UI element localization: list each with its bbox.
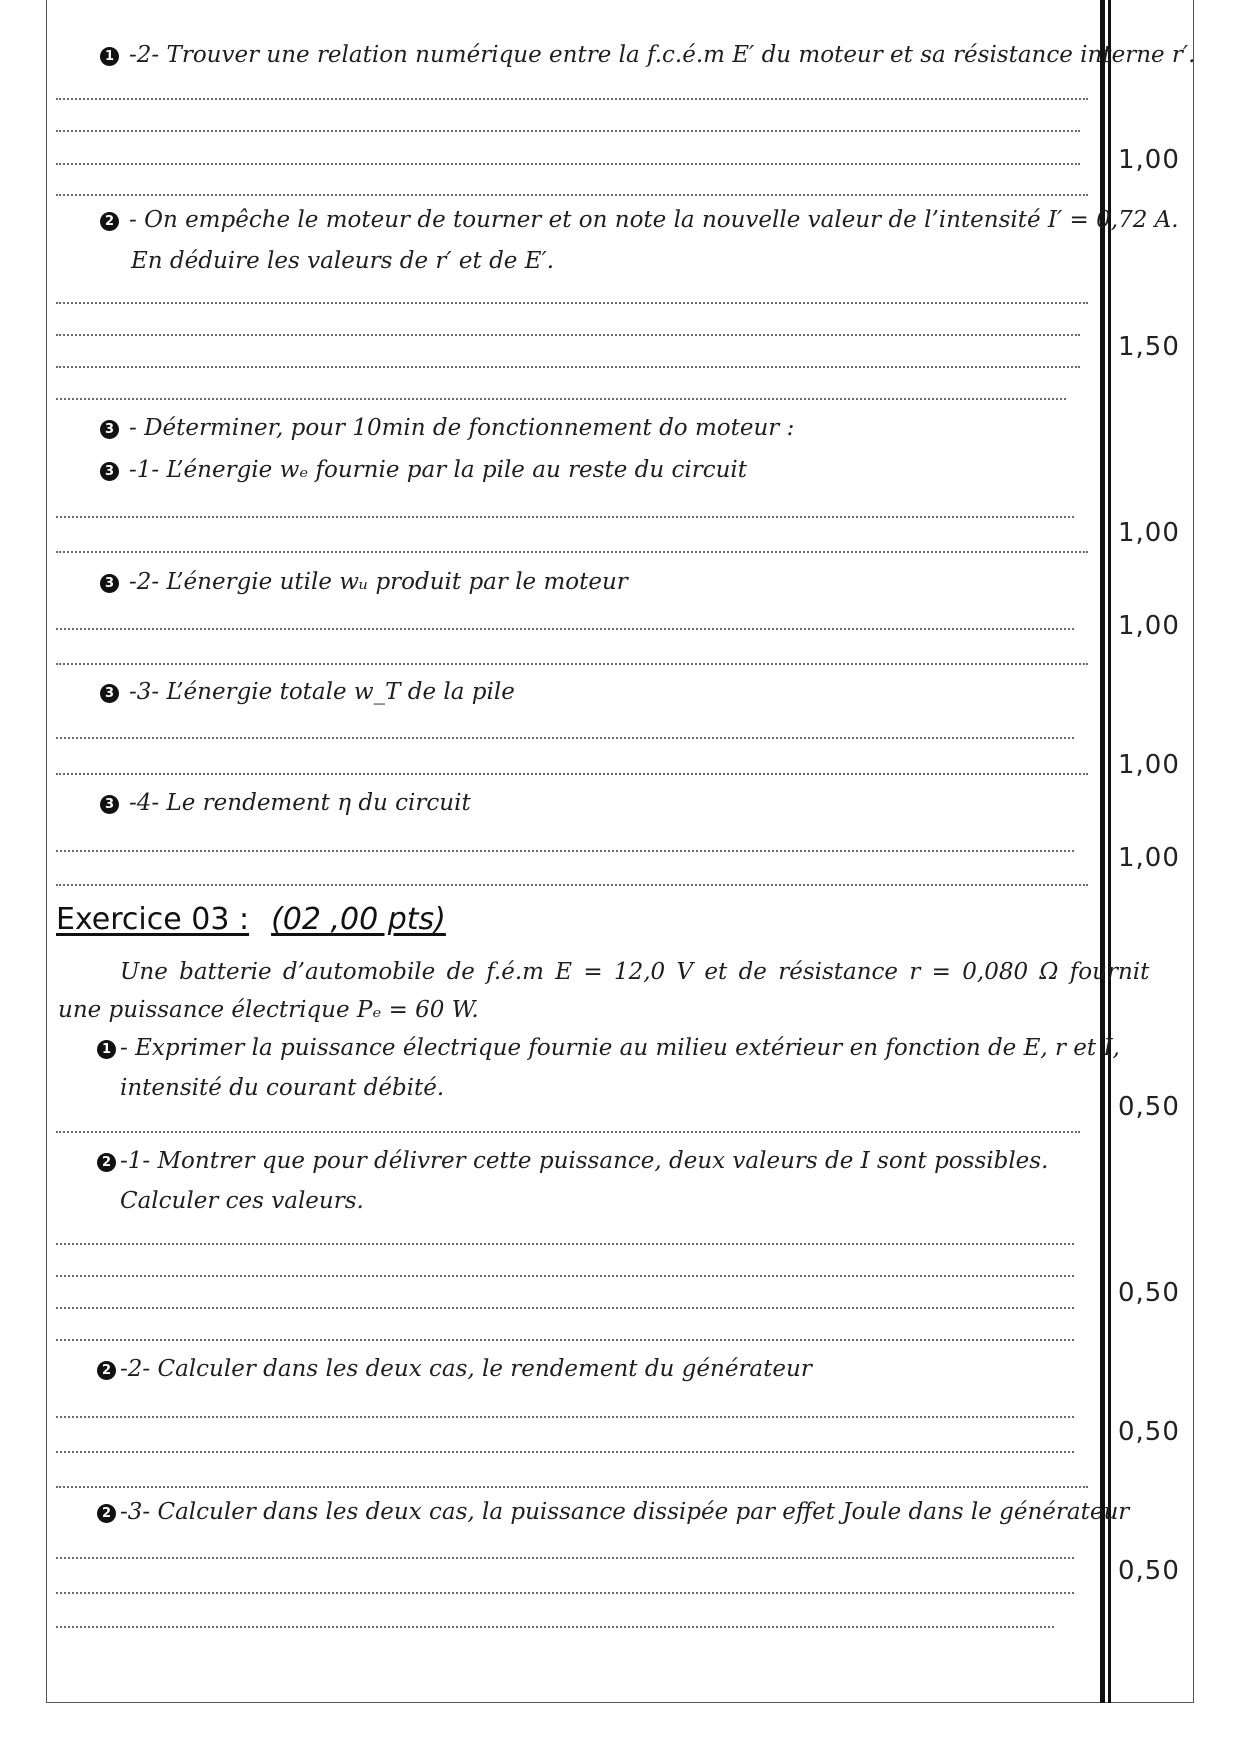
answer-line [56,884,1088,886]
answer-line [56,366,1080,368]
bullet-icon: 2 [97,1504,116,1523]
bullet-icon: 2 [97,1361,116,1380]
question-text: - Déterminer, pour 10min de fonctionnement do moteur : [129,415,795,441]
question-text: Calculer ces valeurs. [120,1188,364,1214]
score-7: 0,50 [1118,1092,1180,1122]
question-3-2 [100,567,628,597]
question-text: En déduire les valeurs de r′ et de E′. [131,248,555,274]
score-3: 1,00 [1118,518,1180,548]
question-text: - On empêche le moteur de tourner et on note la nouvelle valeur de l’intensité I′ = 0,72 A. [129,207,1179,233]
exercise-3-question-2-1 [97,1146,1048,1176]
bullet-icon: 2 [97,1153,116,1172]
question-text: -2- L’énergie utile wᵤ produit par le moteur [129,569,628,595]
exercise-3-statement-line2 [58,991,479,1029]
answer-line [56,194,1088,196]
question-text: -2- Trouver une relation numérique entre la f.c.é.m E′ du moteur et sa résistance interne r′. [129,42,1196,68]
question-2 [100,205,1179,235]
answer-line [56,1557,1074,1559]
answer-line [56,628,1074,630]
answer-line [56,98,1088,100]
margin-divider-left [1100,0,1105,1703]
question-text: -1- Montrer que pour délivrer cette puissance, deux valeurs de I sont possibles. [120,1148,1049,1174]
question-2-continuation [131,246,554,276]
answer-line [56,302,1088,304]
bullet-icon: 3 [100,462,119,481]
score-8: 0,50 [1118,1278,1180,1308]
exercise-3-points: (02 ,00 pts) [271,902,446,937]
answer-line [56,1131,1080,1133]
bullet-icon: 3 [100,684,119,703]
question-1-2 [100,40,1195,70]
question-3-4 [100,788,471,818]
bullet-icon: 3 [100,420,119,439]
answer-line [56,551,1088,553]
question-text: -1- L’énergie wₑ fournie par la pile au reste du circuit [129,457,748,483]
score-10: 0,50 [1118,1556,1180,1586]
question-text: -3- Calculer dans les deux cas, la puissance dissipée par effet Joule dans le générateur [120,1499,1130,1525]
score-1: 1,00 [1118,145,1180,175]
question-3-3 [100,677,515,707]
answer-line [56,1451,1074,1453]
question-3-1 [100,455,747,485]
bullet-icon: 1 [97,1040,116,1059]
exercise-3-question-2-1-continuation [120,1186,364,1216]
question-text: -4- Le rendement η du circuit [129,790,471,816]
answer-line [56,1592,1074,1594]
answer-line [56,663,1088,665]
statement-text: une puissance électrique Pₑ = 60 W. [58,997,479,1023]
score-6: 1,00 [1118,843,1180,873]
answer-line [56,1243,1074,1245]
answer-line [56,398,1066,400]
exercise-3-question-1 [97,1033,1120,1063]
answer-line [56,737,1074,739]
answer-line [56,1307,1074,1309]
bullet-icon: 3 [100,795,119,814]
question-text: - Exprimer la puissance électrique fournie au milieu extérieur en fonction de E, r et I, [120,1035,1120,1061]
margin-divider-right [1108,0,1111,1703]
bullet-icon: 1 [100,47,119,66]
statement-text: Une batterie d’automobile de f.é.m E = 12,0 V et de résistance r = 0,080 Ω fournit [120,959,1150,985]
answer-line [56,773,1088,775]
question-3-intro [100,413,794,443]
score-2: 1,50 [1118,332,1180,362]
bullet-icon: 3 [100,574,119,593]
score-5: 1,00 [1118,750,1180,780]
exercise-3-question-2-3 [97,1497,1129,1527]
answer-line [56,1339,1074,1341]
exercise-3-heading: Exercice 03 : [56,902,250,937]
answer-line [56,516,1074,518]
answer-line [56,163,1080,165]
question-text: intensité du courant débité. [120,1075,445,1101]
score-9: 0,50 [1118,1417,1180,1447]
answer-line [56,130,1080,132]
answer-line [56,1486,1088,1488]
question-text: -3- L’énergie totale w_T de la pile [129,679,515,705]
answer-line [56,850,1074,852]
bullet-icon: 2 [100,212,119,231]
score-4: 1,00 [1118,611,1180,641]
exercise-3-title [56,902,446,937]
answer-line [56,1626,1054,1628]
exercise-3-statement-line1 [120,953,1149,991]
answer-line [56,1416,1074,1418]
answer-line [56,1275,1074,1277]
exercise-3-question-2-2 [97,1354,812,1384]
exercise-3-question-1-continuation [120,1073,444,1103]
question-text: -2- Calculer dans les deux cas, le rendement du générateur [120,1356,812,1382]
answer-line [56,334,1080,336]
